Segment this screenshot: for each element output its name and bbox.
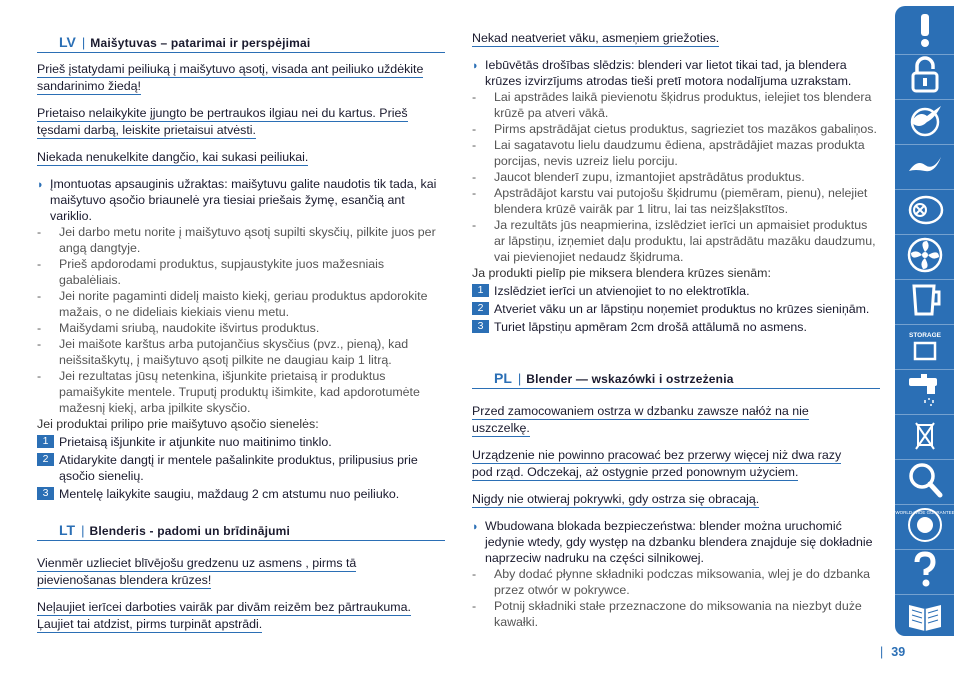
warning-line: Vienmēr uzlieciet blīvējošu gredzenu uz asmens , pirms tā [37, 556, 357, 570]
warning-line: Urządzenie nie powinno pracować bez przerwy więcej niż dwa razy [472, 448, 842, 462]
page-number: | 39 [880, 645, 906, 659]
tip-item: - Jei rezultatas jūsų netenkina, išjunkite prietaisą ir produktus pamaišykite mentele. Truputį produktų išimkite, kad apdorotumėte mažesnį kiekį, arba įpilkite skysčio. [37, 368, 445, 416]
warning-paragraph [472, 30, 880, 47]
bullet-triangle-icon: ◗ [472, 60, 479, 72]
warning-line: Niekada nenukelkite dangčio, kai sukasi peiliukai. [37, 150, 309, 164]
lv-safety-bullet: ◗ Įmontuotas apsauginis užraktas: maišytuvu galite naudotis tik tada, kai maišytuvo ąsočio briaunelė yra tiesiai priešais žymę, esančią ant variklio. [37, 177, 437, 223]
lt-intro: Ja produkti pielīp pie miksera blendera krūzes sienām: [472, 266, 771, 280]
padlock-icon[interactable] [895, 51, 954, 100]
step-item [472, 283, 880, 299]
warning-paragraph [472, 447, 880, 481]
step-item [37, 486, 445, 502]
guarantee-icon[interactable] [895, 501, 954, 550]
step-text: Turiet lāpstiņu apmēram 2cm drošā attālumā no asmens. [494, 320, 807, 334]
lt-tips-list [472, 89, 880, 265]
lv-heading [37, 34, 445, 53]
page-number-separator: | [880, 645, 884, 659]
bullet-triangle-icon: ◗ [472, 521, 479, 533]
warning-paragraph [37, 555, 445, 589]
tap-icon[interactable] [895, 366, 954, 415]
pl-heading [472, 370, 880, 389]
step-number: 3 [472, 320, 489, 333]
pl-section [472, 370, 880, 630]
tip-item: - Jaucot blenderī zupu, izmantojiet apstrādātus produktus. [472, 169, 880, 185]
lt-warnings-continued [472, 30, 880, 47]
heading-separator: | [81, 523, 85, 538]
question-icon[interactable] [895, 546, 954, 595]
tip-item: - Jei darbo metu norite į maišytuvo ąsotį supilti skysčių, pilkite juos per angą dangtyje. [37, 224, 445, 256]
tip-item: - Jei maišote karštus arba putojančius skysčius (pvz., pieną), kad neišsitaškytų, į maišytuvo ąsotį pilkite ne daugiau kaip 1 litrą. [37, 336, 445, 368]
step-item [472, 319, 880, 335]
lt-title: Blenderis - padomi un brīdinājumi [89, 524, 291, 538]
tip-item: - Maišydami sriubą, naudokite išvirtus produktus. [37, 320, 445, 336]
step-text: Atveriet vāku un ar lāpstiņu noņemiet produktus no krūzes sieniņām. [494, 302, 870, 316]
step-item [472, 301, 880, 317]
warning-paragraph [37, 599, 445, 633]
magnifier-icon[interactable] [895, 456, 954, 505]
blade-icon[interactable] [895, 96, 954, 145]
step-item [37, 434, 445, 450]
storage-label: STORAGE [908, 332, 941, 339]
fan-icon[interactable] [895, 231, 954, 280]
tip-item: - Apstrādājot karstu vai putojošu šķidrumu (piemēram, pienu), nelejiet blendera krūzē vairāk par 1 litru, lai tas neizšļakstītos. [472, 185, 880, 217]
step-text: Prietaisą išjunkite ir atjunkite nuo maitinimo tinklo. [59, 435, 332, 449]
lv-warnings [37, 61, 445, 166]
lv-tips-list [37, 224, 445, 416]
heading-separator: | [81, 35, 86, 50]
step-number: 1 [472, 284, 489, 297]
warning-paragraph [37, 149, 445, 166]
warning-paragraph [472, 491, 880, 508]
warning-paragraph [37, 105, 445, 139]
book-icon[interactable] [895, 591, 954, 639]
step-number: 3 [37, 487, 54, 500]
bullet-triangle-icon: ◗ [37, 179, 44, 191]
lv-section [37, 34, 445, 504]
jug-icon[interactable] [895, 276, 954, 325]
icon-sidebar [895, 6, 954, 636]
lt-heading [37, 522, 445, 541]
tip-item: - Lai sagatavotu lielu daudzumu ēdiena, apstrādājiet mazas produkta porcijas, nevis uzreiz lielu porciju. [472, 137, 880, 169]
step-text: Atidarykite dangtį ir mentele pašalinkite produktus, prilipusius prie ąsočio sienelių. [59, 453, 418, 483]
warning-line: Prietaiso nelaikykite įjungto be pertraukos ilgiau nei du kartus. Prieš [37, 106, 408, 120]
bin-icon[interactable] [895, 411, 954, 460]
lv-steps [37, 434, 445, 502]
tip-item: - Prieš apdorodami produktus, supjaustykite juos mažesniais gabalėliais. [37, 256, 445, 288]
warning-line: Nigdy nie otwieraj pokrywki, gdy ostrza się obracają. [472, 492, 760, 506]
tip-item: - Ja rezultāts jūs neapmierina, izslēdziet ierīci un apmaisiet produktus ar lāpstiņu, izņemiet daļu produktu, lai apstrādātu mazāku daudzumu, vai pievienojiet nedaudz šķidruma. [472, 217, 880, 265]
warning-line: uszczelkę. [472, 421, 530, 435]
warning-line: Przed zamocowaniem ostrza w dzbanku zawsze nałóż na nie [472, 404, 809, 418]
lt-steps [472, 283, 880, 335]
tip-item: - Jei norite pagaminti didelį maisto kiekį, geriau produktus apdorokite mažais, o ne dideliais kiekiais vienu metu. [37, 288, 445, 320]
lt-continued [472, 30, 880, 337]
warning-line: Neļaujiet ierīcei darboties vairāk par divām reizēm bez pārtraukuma. [37, 600, 411, 614]
warning-line: sandarinimo žiedą! [37, 79, 142, 93]
warning-line: Prieš įstatydami peiliuką į maišytuvo ąsotį, visada ant peiliuko uždėkite [37, 62, 424, 76]
pl-title: Blender — wskazówki i ostrzeżenia [526, 372, 734, 386]
lt-section [37, 522, 445, 643]
pl-tips-list [472, 566, 880, 630]
warning-line: Ļaujiet tai atdzist, pirms turpināt apstrādi. [37, 617, 263, 631]
lt-safety-bullet: ◗ Iebūvētās drošības slēdzis: blenderi var lietot tikai tad, ja blendera krūzes izvirzījums atrodas tieši pretī motora nodalījuma uzrakstam. [472, 58, 852, 88]
pl-safety-bullet: ◗ Wbudowana blokada bezpieczeństwa: blender można uruchomić jedynie wtedy, gdy występ na dzbanku blendera znajduje się dokładnie naprzeciw nadruku na części silnikowej. [472, 519, 873, 565]
pl-language-code: PL [494, 370, 512, 386]
guarantee-label: WORLD-WIDE GUARANTEE [894, 510, 954, 515]
tip-item: - Pirms apstrādājat cietus produktus, sagrieziet tos mazākos gabaliņos. [472, 121, 880, 137]
step-text: Mentelę laikykite saugiu, maždaug 2 cm atstumu nuo peiliuko. [59, 487, 400, 501]
lv-intro: Jei produktai prilipo prie maišytuvo ąsočio sienelės: [37, 417, 319, 431]
lt-language-code: LT [59, 522, 76, 538]
tip-item: - Lai apstrādes laikā pievienotu šķidrus produktus, ielejiet tos blendera krūzē pa atveri vākā. [472, 89, 880, 121]
tip-item: - Aby dodać płynne składniki podczas miksowania, wlej je do dzbanka przez otwór w pokrywce. [472, 566, 880, 598]
warning-paragraph [472, 403, 880, 437]
warning-line: tęsdami darbą, leiskite prietaisui atvėsti. [37, 123, 257, 137]
pl-warnings [472, 403, 880, 508]
warning-line: pod rząd. Odczekaj, aż ostygnie przed ponownym użyciem. [472, 465, 799, 479]
warning-line: Nekad neatveriet vāku, asmeņiem griežoties. [472, 31, 720, 45]
lv-language-code: LV [59, 34, 76, 50]
lt-warnings [37, 555, 445, 633]
step-number: 2 [472, 302, 489, 315]
chopper-icon[interactable] [895, 186, 954, 235]
tip-item: - Potnij składniki stałe przeznaczone do miksowania na niezbyt duże kawałki. [472, 598, 880, 630]
storage-icon[interactable] [895, 321, 954, 370]
lv-title: Maišytuvas – patarimai ir perspėjimai [90, 36, 311, 50]
warning-line: pievienošanas blendera krūzes! [37, 573, 212, 587]
step-text: Izslēdziet ierīci un atvienojiet to no elektrotīkla. [494, 284, 750, 298]
step-item [37, 452, 445, 484]
step-number: 1 [37, 435, 54, 448]
exclamation-icon[interactable] [895, 6, 954, 55]
step-number: 2 [37, 453, 54, 466]
heading-separator: | [517, 371, 522, 386]
whisk-icon[interactable] [895, 141, 954, 190]
warning-paragraph [37, 61, 445, 95]
